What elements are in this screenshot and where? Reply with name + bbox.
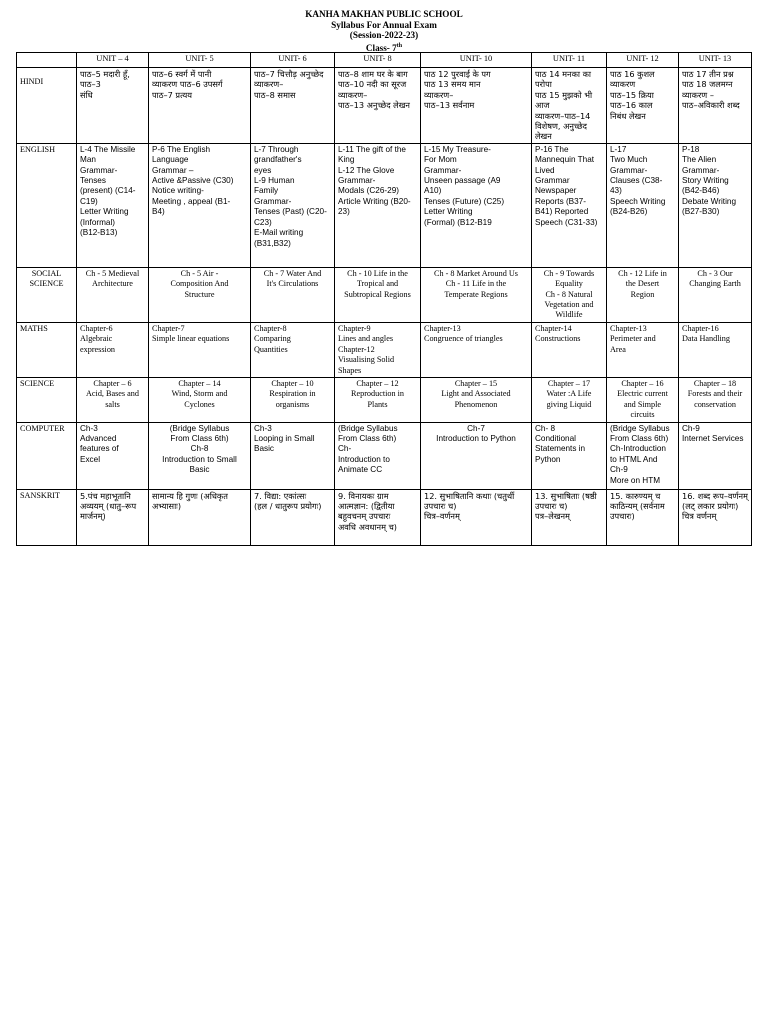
session-label: (Session-2022-23) bbox=[349, 30, 419, 41]
syllabus-cell: Chapter-8 Comparing Quantities bbox=[251, 322, 335, 377]
subject-label: HINDI bbox=[17, 68, 77, 144]
subject-row-computer bbox=[17, 422, 752, 489]
corner-cell bbox=[17, 53, 77, 68]
syllabus-cell: 7. विद्या: एकांत्सः (हल / धातुरूप प्रयोगः) bbox=[251, 489, 335, 545]
syllabus-cell: L-4 The Missile Man Grammar- Tenses (present) (C14- C19) Letter Writing (Informal) (B12-B13) bbox=[77, 143, 149, 267]
syllabus-cell: Chapter-9 Lines and angles Chapter-12 Visualising Solid Shapes bbox=[335, 322, 421, 377]
syllabus-cell: Ch - 5 Medieval Architecture bbox=[77, 267, 149, 322]
syllabus-cell: Ch - 3 Our Changing Earth bbox=[679, 267, 752, 322]
syllabus-cell: Chapter – 15 Light and Associated Phenomenon bbox=[421, 377, 532, 422]
document-header bbox=[0, 9, 768, 53]
syllabus-cell: Ch-3 Advanced features of Excel bbox=[77, 422, 149, 489]
syllabus-cell: Chapter – 17 Water :A Life giving Liquid bbox=[532, 377, 607, 422]
syllabus-cell: Chapter – 12 Reproduction in Plants bbox=[335, 377, 421, 422]
subject-row-hindi bbox=[17, 68, 752, 144]
syllabus-cell: Ch - 8 Market Around Us Ch - 11 Life in the Temperate Regions bbox=[421, 267, 532, 322]
syllabus-cell: पाठ–5 मदारी हूँ, पाठ–3 संधि bbox=[77, 68, 149, 144]
subject-row-science bbox=[17, 377, 752, 422]
syllabus-cell: 16. शब्द रूप–वर्णनम् (लट् लकार प्रयोगः) चित्र वर्णनम् bbox=[679, 489, 752, 545]
syllabus-cell: Chapter-14 Constructions bbox=[532, 322, 607, 377]
syllabus-cell: Ch - 7 Water And It's Circulations bbox=[251, 267, 335, 322]
syllabus-cell: L-15 My Treasure- For Mom Grammar- Unseen passage (A9 A10) Tenses (Future) (C25) Letter Writing (Formal) (B12-B19 bbox=[421, 143, 532, 267]
syllabus-cell: पाठ 12 पुरवाई के पग पाठ 13 समय मान व्याकरण– पाठ–13 सर्वनाम bbox=[421, 68, 532, 144]
syllabus-cell: पाठ 14 मनका का परोपा पाठ 15 मुझको भी आज व्याकरण–पाठ–14 विशेषण, अनुच्छेद लेखन bbox=[532, 68, 607, 144]
syllabus-cell: Ch - 12 Life in the Desert Region bbox=[607, 267, 679, 322]
syllabus-cell: P-16 The Mannequin That Lived Grammar Newspaper Reports (B37- B41) Reported Speech (C31-33) bbox=[532, 143, 607, 267]
syllabus-cell: पाठ 16 कुशल व्याकरण पाठ–15 क्रिया पाठ–16 काल निबंध लेखन bbox=[607, 68, 679, 144]
syllabus-cell: Chapter-13 Perimeter and Area bbox=[607, 322, 679, 377]
syllabus-cell: पाठ–6 स्वर्ग में पानी व्याकरण पाठ–6 उपसर्ग पाठ–7 प्रत्यय bbox=[149, 68, 251, 144]
syllabus-cell: पाठ 17 तीन प्रश्न पाठ 18 जलमग्न व्याकरण – पाठ–अविकारी शब्द bbox=[679, 68, 752, 144]
unit-header: UNIT – 4 bbox=[77, 53, 149, 68]
unit-header: UNIT- 13 bbox=[679, 53, 752, 68]
class-label: Class- 7th bbox=[365, 42, 403, 53]
syllabus-cell: सामान्य हि गुणः (अधिकृत अभ्यासाः) bbox=[149, 489, 251, 545]
subject-label: SOCIAL SCIENCE bbox=[17, 267, 77, 322]
syllabus-cell: 5.पंच महाभूतानि अव्ययम् (धातु–रूप मार्जनम्) bbox=[77, 489, 149, 545]
syllabus-cell: (Bridge Syllabus From Class 6th) Ch- Introduction to Animate CC bbox=[335, 422, 421, 489]
syllabus-cell: Chapter – 18 Forests and their conservation bbox=[679, 377, 752, 422]
syllabus-cell: 12. सुभाषितानि कथाः (चतुर्थी उपचारः च) चित्र–वर्णनम् bbox=[421, 489, 532, 545]
syllabus-cell: P-18 The Alien Grammar- Story Writing (B42-B46) Debate Writing (B27-B30) bbox=[679, 143, 752, 267]
subject-label: MATHS bbox=[17, 322, 77, 377]
syllabus-cell: Chapter – 10 Respiration in organisms bbox=[251, 377, 335, 422]
unit-header: UNIT- 6 bbox=[251, 53, 335, 68]
syllabus-cell: Chapter – 14 Wind, Storm and Cyclones bbox=[149, 377, 251, 422]
syllabus-cell: Chapter – 16 Electric current and Simple circuits bbox=[607, 377, 679, 422]
syllabus-cell: Ch - 10 Life in the Tropical and Subtropical Regions bbox=[335, 267, 421, 322]
unit-header: UNIT- 8 bbox=[335, 53, 421, 68]
unit-header: UNIT- 5 bbox=[149, 53, 251, 68]
subject-label: SANSKRIT bbox=[17, 489, 77, 545]
syllabus-cell: Chapter-7 Simple linear equations bbox=[149, 322, 251, 377]
syllabus-cell: L-17 Two Much Grammar- Clauses (C38- 43) Speech Writing (B24-B26) bbox=[607, 143, 679, 267]
syllabus-table bbox=[16, 52, 752, 546]
syllabus-cell: Chapter – 6 Acid, Bases and salts bbox=[77, 377, 149, 422]
subject-row-sanskrit bbox=[17, 489, 752, 545]
syllabus-cell: Chapter-13 Congruence of triangles bbox=[421, 322, 532, 377]
subject-label: COMPUTER bbox=[17, 422, 77, 489]
syllabus-cell: 15. कारुण्यम् च काठिन्यम् (सर्वनाम उपचारः) bbox=[607, 489, 679, 545]
unit-header: UNIT- 10 bbox=[421, 53, 532, 68]
syllabus-cell: Ch-9 Internet Services bbox=[679, 422, 752, 489]
unit-header: UNIT- 11 bbox=[532, 53, 607, 68]
syllabus-cell: Ch-3 Looping in Small Basic bbox=[251, 422, 335, 489]
syllabus-cell: Ch- 8 Conditional Statements in Python bbox=[532, 422, 607, 489]
syllabus-cell: (Bridge Syllabus From Class 6th) Ch-Introduction to HTML And Ch-9 More on HTM bbox=[607, 422, 679, 489]
syllabus-cell: 9. विनायकः ग्राम आत्मज्ञान: (द्वितीया बहुवचनम् उपचारः अवधि अवधानम् च) bbox=[335, 489, 421, 545]
syllabus-title: Syllabus For Annual Exam bbox=[331, 19, 437, 30]
syllabus-cell: Ch - 5 Air - Composition And Structure bbox=[149, 267, 251, 322]
syllabus-cell: Ch - 9 Towards Equality Ch - 8 Natural Vegetation and Wildlife bbox=[532, 267, 607, 322]
unit-header-row bbox=[17, 53, 752, 68]
subject-label: ENGLISH bbox=[17, 143, 77, 267]
syllabus-cell: L-11 The gift of the King L-12 The Glove Grammar- Modals (C26-29) Article Writing (B20- 23) bbox=[335, 143, 421, 267]
subject-row-social-science bbox=[17, 267, 752, 322]
subject-row-english bbox=[17, 143, 752, 267]
school-name: KANHA MAKHAN PUBLIC SCHOOL bbox=[305, 9, 463, 19]
syllabus-cell: (Bridge Syllabus From Class 6th) Ch-8 Introduction to Small Basic bbox=[149, 422, 251, 489]
syllabus-cell: 13. सुभाषिताः (षष्ठी उपचारः च) पत्र–लेखनम् bbox=[532, 489, 607, 545]
syllabus-cell: P-6 The English Language Grammar – Active &Passive (C30) Notice writing- Meeting , appeal (B1- B4) bbox=[149, 143, 251, 267]
syllabus-cell: पाठ–7 चित्तौड़ अनुच्छेद व्याकरण– पाठ–8 समास bbox=[251, 68, 335, 144]
unit-header: UNIT- 12 bbox=[607, 53, 679, 68]
syllabus-cell: Chapter-16 Data Handling bbox=[679, 322, 752, 377]
syllabus-cell: Chapter-6 Algebraic expression bbox=[77, 322, 149, 377]
subject-row-maths bbox=[17, 322, 752, 377]
syllabus-cell: Ch-7 Introduction to Python bbox=[421, 422, 532, 489]
syllabus-cell: L-7 Through grandfather's eyes L-9 Human Family Grammar- Tenses (Past) (C20- C23) E-Mail writing (B31,B32) bbox=[251, 143, 335, 267]
syllabus-cell: पाठ–8 शाम घर के बाग पाठ–10 नदी का सूरज व्याकरण– पाठ–13 अनुच्छेद लेखन bbox=[335, 68, 421, 144]
subject-label: SCIENCE bbox=[17, 377, 77, 422]
